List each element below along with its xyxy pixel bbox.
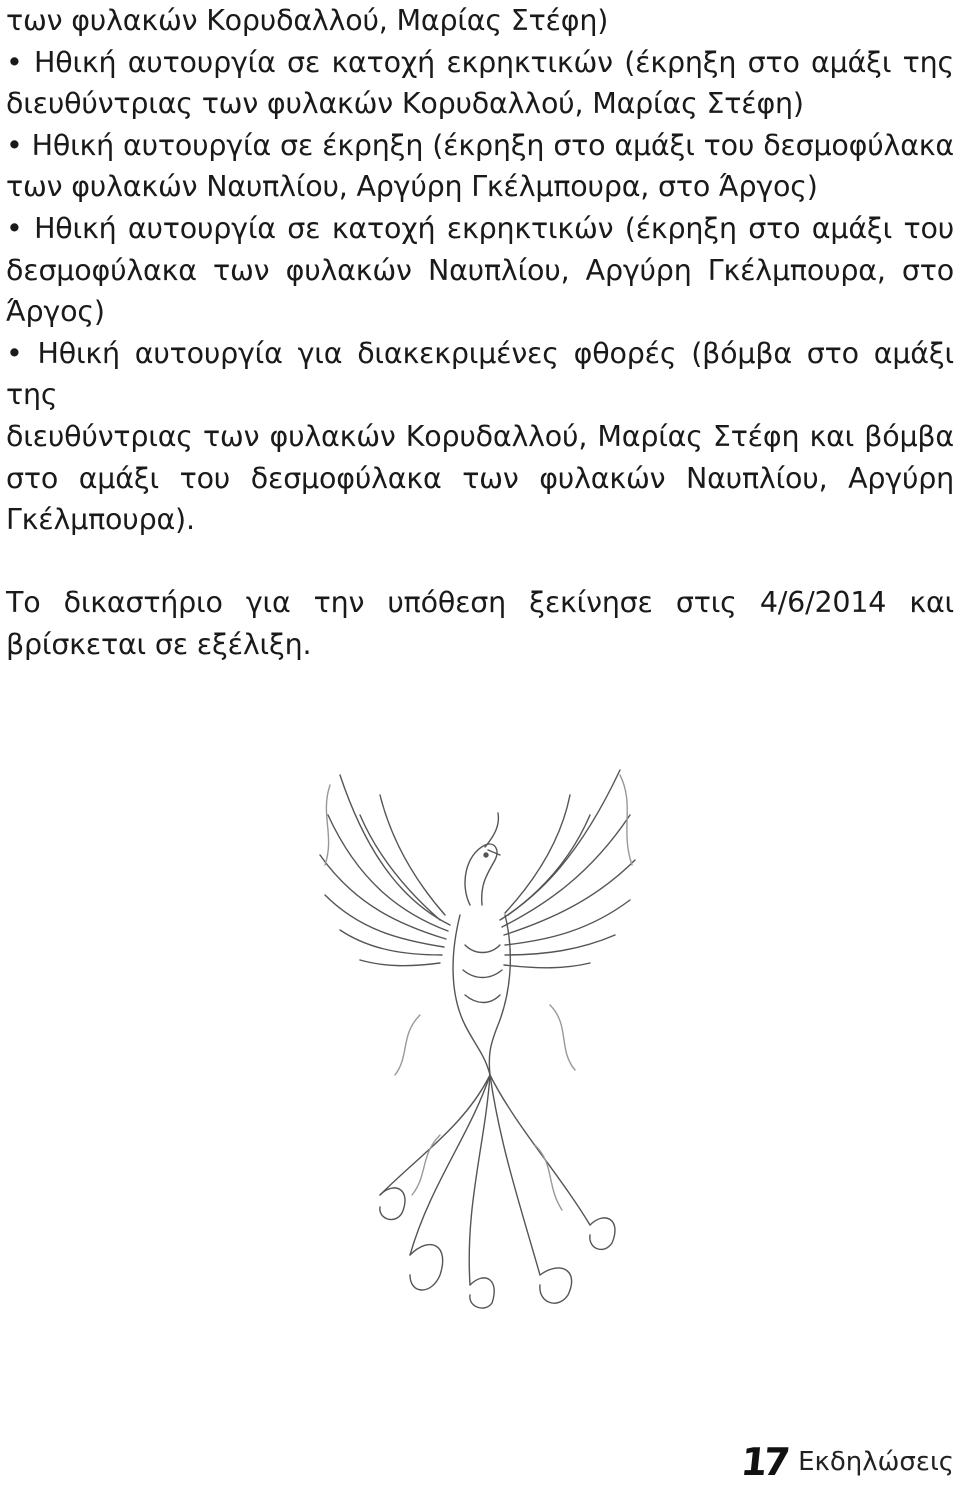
body-line: διευθύντριας των φυλακών Κορυδαλλού, Μαρίας Στέφη) bbox=[6, 87, 804, 121]
body-line: Άργος) bbox=[6, 295, 105, 329]
section-title: Εκδηλώσεις bbox=[798, 1447, 954, 1477]
bullet-line: • Ηθική αυτουργία σε κατοχή εκρηκτικών (έκρηξη στο αμάξι της bbox=[6, 45, 954, 79]
closing-paragraph-line: Το δικαστήριο για την υπόθεση ξεκίνησε στις 4/6/2014 και bbox=[6, 586, 954, 620]
bullet-line: • Ηθική αυτουργία για διακεκριμένες φθορές (βόμβα στο αμάξι της bbox=[6, 336, 954, 412]
document-body bbox=[6, 0, 954, 666]
body-line: Γκέλμπουρα). bbox=[6, 503, 195, 537]
paragraph-gap bbox=[6, 541, 954, 583]
body-line: δεσμοφύλακα των φυλακών Ναυπλίου, Αργύρη Γκέλμπουρα, στο bbox=[6, 253, 954, 287]
phoenix-illustration bbox=[300, 755, 650, 1315]
body-line: στο αμάξι του δεσμοφύλακα των φυλακών Ναυπλίου, Αργύρη bbox=[6, 461, 954, 495]
page-number: 17 bbox=[738, 1440, 789, 1484]
closing-paragraph-line: βρίσκεται σε εξέλιξη. bbox=[6, 627, 312, 661]
body-line: των φυλακών Ναυπλίου, Αργύρη Γκέλμπουρα, στο Άργος) bbox=[6, 170, 818, 204]
bullet-line: • Ηθική αυτουργία σε κατοχή εκρηκτικών (έκρηξη στο αμάξι του bbox=[6, 211, 954, 245]
body-line: διευθύντριας των φυλακών Κορυδαλλού, Μαρίας Στέφη και βόμβα bbox=[6, 419, 954, 453]
body-line: των φυλακών Κορυδαλλού, Μαρίας Στέφη) bbox=[6, 4, 609, 37]
bullet-line: • Ηθική αυτουργία σε έκρηξη (έκρηξη στο αμάξι του δεσμοφύλακα bbox=[6, 128, 954, 162]
page-footer bbox=[738, 1440, 954, 1484]
